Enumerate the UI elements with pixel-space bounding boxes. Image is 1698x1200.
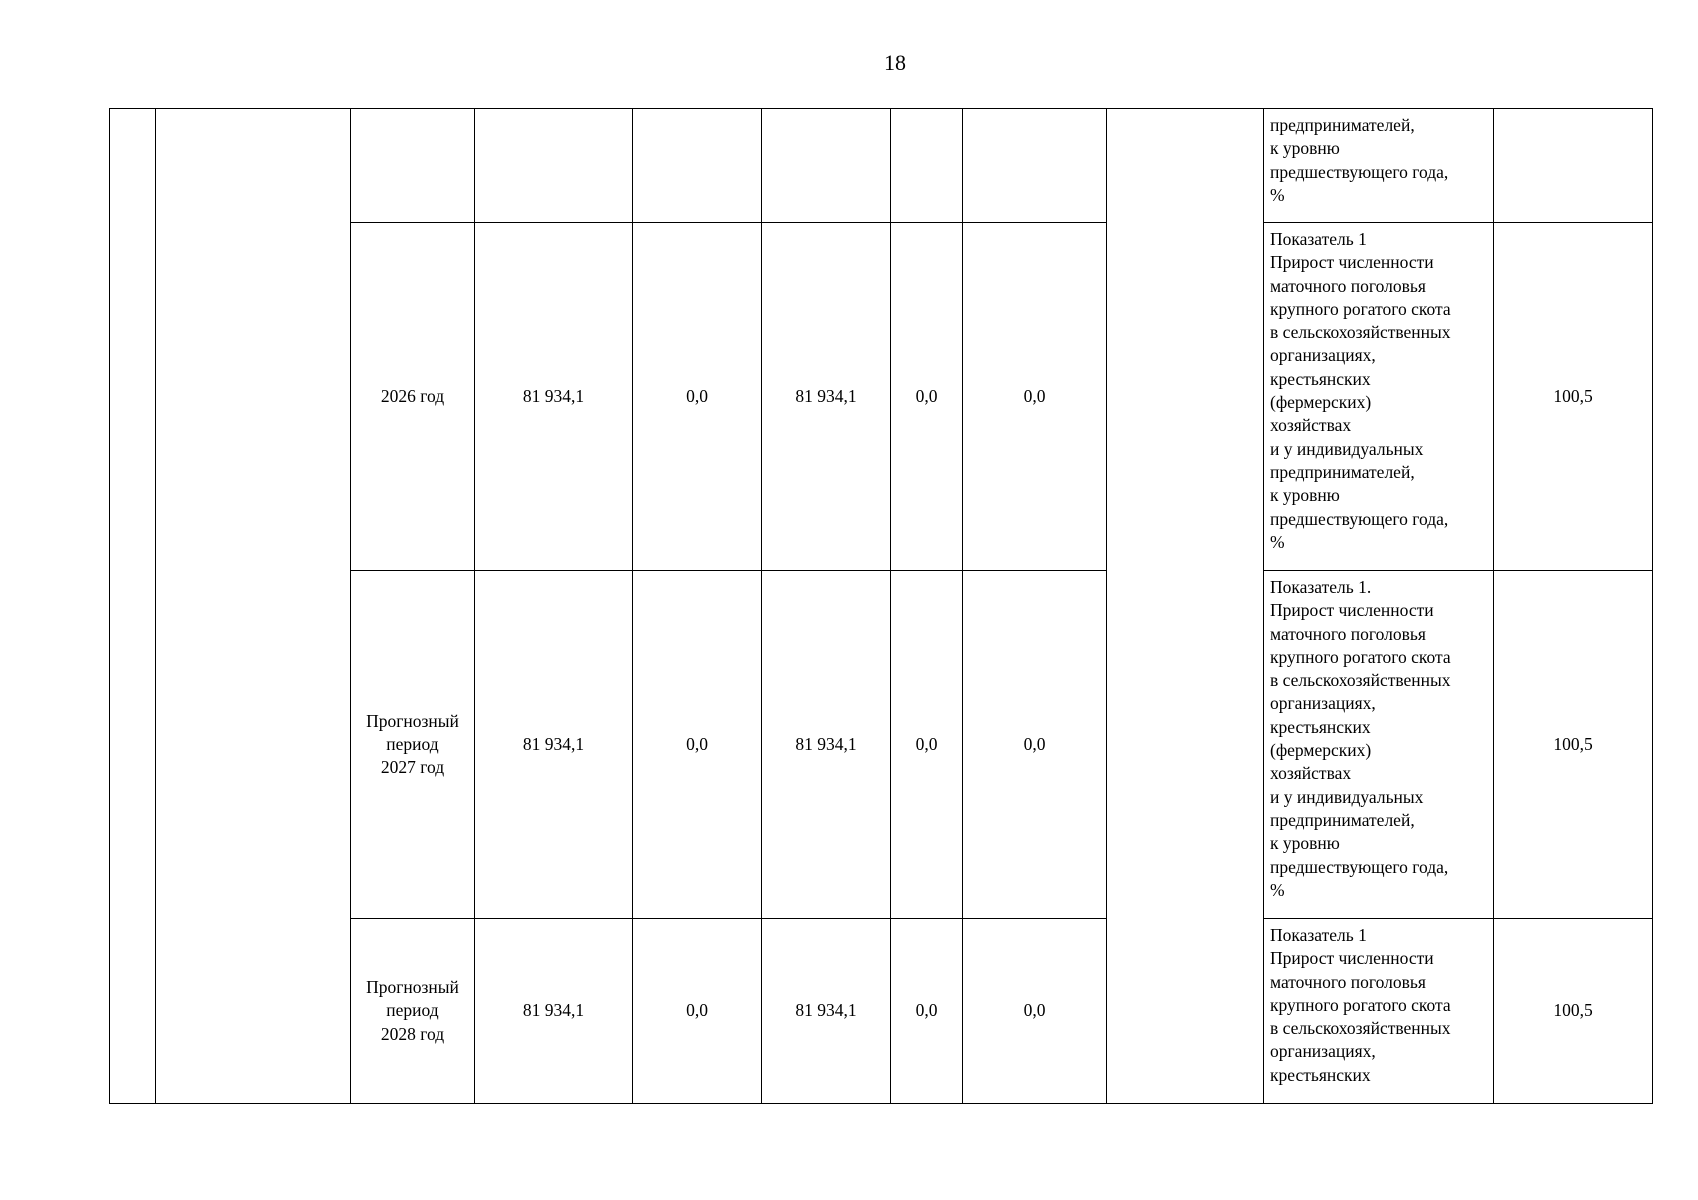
indicator-cell (1264, 571, 1494, 919)
page-number: 18 (884, 50, 906, 75)
federal-budget-cell: 0,0 (633, 919, 762, 1104)
indicator-text-line: предпринимателей, (1270, 809, 1415, 830)
federal-budget-cell (633, 109, 762, 223)
indicator-text-line: крупного рогатого скота (1270, 298, 1451, 319)
indicator-cell (1264, 223, 1494, 571)
indicator-text-line: к уровню (1270, 485, 1340, 506)
period-text-line: 2027 год (380, 757, 445, 778)
regional-budget-cell: 81 934,1 (762, 919, 891, 1104)
indicator-text-line: Прирост численности (1270, 600, 1434, 621)
indicator-text-line: хозяйствах (1270, 415, 1352, 436)
indicator-text-line: % (1270, 879, 1285, 900)
period-text-line: период (386, 1000, 439, 1021)
period-cell (351, 571, 475, 919)
local-budget-cell: 0,0 (891, 919, 963, 1104)
indicator-text-line: организациях, (1270, 1041, 1376, 1062)
federal-budget-cell: 0,0 (633, 223, 762, 571)
indicator-text-line: Прирост численности (1270, 948, 1434, 969)
indicator-text-line: маточного поголовья (1270, 623, 1426, 644)
indicator-text-line: в сельскохозяйственных (1270, 322, 1451, 343)
regional-budget-cell (762, 109, 891, 223)
indicator-value-cell: 100,5 (1494, 223, 1653, 571)
extrabudgetary-cell: 0,0 (963, 919, 1107, 1104)
period-text-line: 2028 год (380, 1023, 445, 1044)
event-name-cell (156, 109, 351, 1104)
indicator-text-line: предшествующего года, (1270, 856, 1449, 877)
period-text-line: Прогнозный (366, 977, 459, 998)
regional-budget-cell: 81 934,1 (762, 571, 891, 919)
indicator-text-line: организациях, (1270, 345, 1376, 366)
indicator-cell (1264, 109, 1494, 223)
local-budget-cell: 0,0 (891, 223, 963, 571)
regional-budget-cell: 81 934,1 (762, 223, 891, 571)
indicator-text-line: Прирост численности (1270, 252, 1434, 273)
period-text-line: Прогнозный (366, 710, 459, 731)
indicator-text-line: Показатель 1 (1270, 925, 1367, 945)
indicator-text-line: крупного рогатого скота (1270, 994, 1451, 1015)
period-text-line: период (386, 733, 439, 754)
indicator-text-line: крестьянских (1270, 716, 1371, 737)
period-cell (351, 919, 475, 1104)
period-cell (351, 109, 475, 223)
indicator-value-cell (1494, 109, 1653, 223)
indicator-text-line: в сельскохозяйственных (1270, 670, 1451, 691)
extrabudgetary-cell (963, 109, 1107, 223)
indicator-cell (1264, 919, 1494, 1104)
indicator-text-line: предпринимателей, (1270, 115, 1415, 135)
indicator-text-line: крестьянских (1270, 1064, 1371, 1085)
indicator-text-line: в сельскохозяйственных (1270, 1018, 1451, 1039)
total-cell (475, 109, 633, 223)
period-text-line: 2026 год (380, 385, 445, 406)
extrabudgetary-cell: 0,0 (963, 223, 1107, 571)
indicator-text-line: (фермерских) (1270, 740, 1372, 761)
indicator-text-line: Показатель 1 (1270, 229, 1367, 249)
indicator-text-line: хозяйствах (1270, 763, 1352, 784)
local-budget-cell (891, 109, 963, 223)
indicator-text-line: к уровню (1270, 138, 1340, 159)
indicator-value-cell: 100,5 (1494, 919, 1653, 1104)
total-cell: 81 934,1 (475, 223, 633, 571)
indicator-text-line: к уровню (1270, 833, 1340, 854)
extrabudgetary-cell: 0,0 (963, 571, 1107, 919)
table-row (110, 109, 1653, 223)
indicator-text-line: организациях, (1270, 693, 1376, 714)
federal-budget-cell: 0,0 (633, 571, 762, 919)
indicator-text-line: крупного рогатого скота (1270, 646, 1451, 667)
local-budget-cell: 0,0 (891, 571, 963, 919)
indicator-text-line: Показатель 1. (1270, 577, 1372, 597)
indicator-text-line: предшествующего года, (1270, 508, 1449, 529)
number-cell (110, 109, 156, 1104)
executor-cell (1107, 109, 1264, 1104)
indicator-text-line: крестьянских (1270, 368, 1371, 389)
indicator-text-line: (фермерских) (1270, 392, 1372, 413)
indicator-text-line: предшествующего года, (1270, 161, 1449, 182)
total-cell: 81 934,1 (475, 919, 633, 1104)
indicator-text-line: и у индивидуальных (1270, 438, 1424, 459)
period-cell (351, 223, 475, 571)
indicator-text-line: и у индивидуальных (1270, 786, 1424, 807)
indicator-text-line: % (1270, 531, 1285, 552)
total-cell: 81 934,1 (475, 571, 633, 919)
indicator-value-cell: 100,5 (1494, 571, 1653, 919)
indicator-text-line: маточного поголовья (1270, 275, 1426, 296)
financing-table (109, 108, 1653, 1104)
indicator-text-line: маточного поголовья (1270, 971, 1426, 992)
indicator-text-line: % (1270, 184, 1285, 205)
indicator-text-line: предпринимателей, (1270, 461, 1415, 482)
